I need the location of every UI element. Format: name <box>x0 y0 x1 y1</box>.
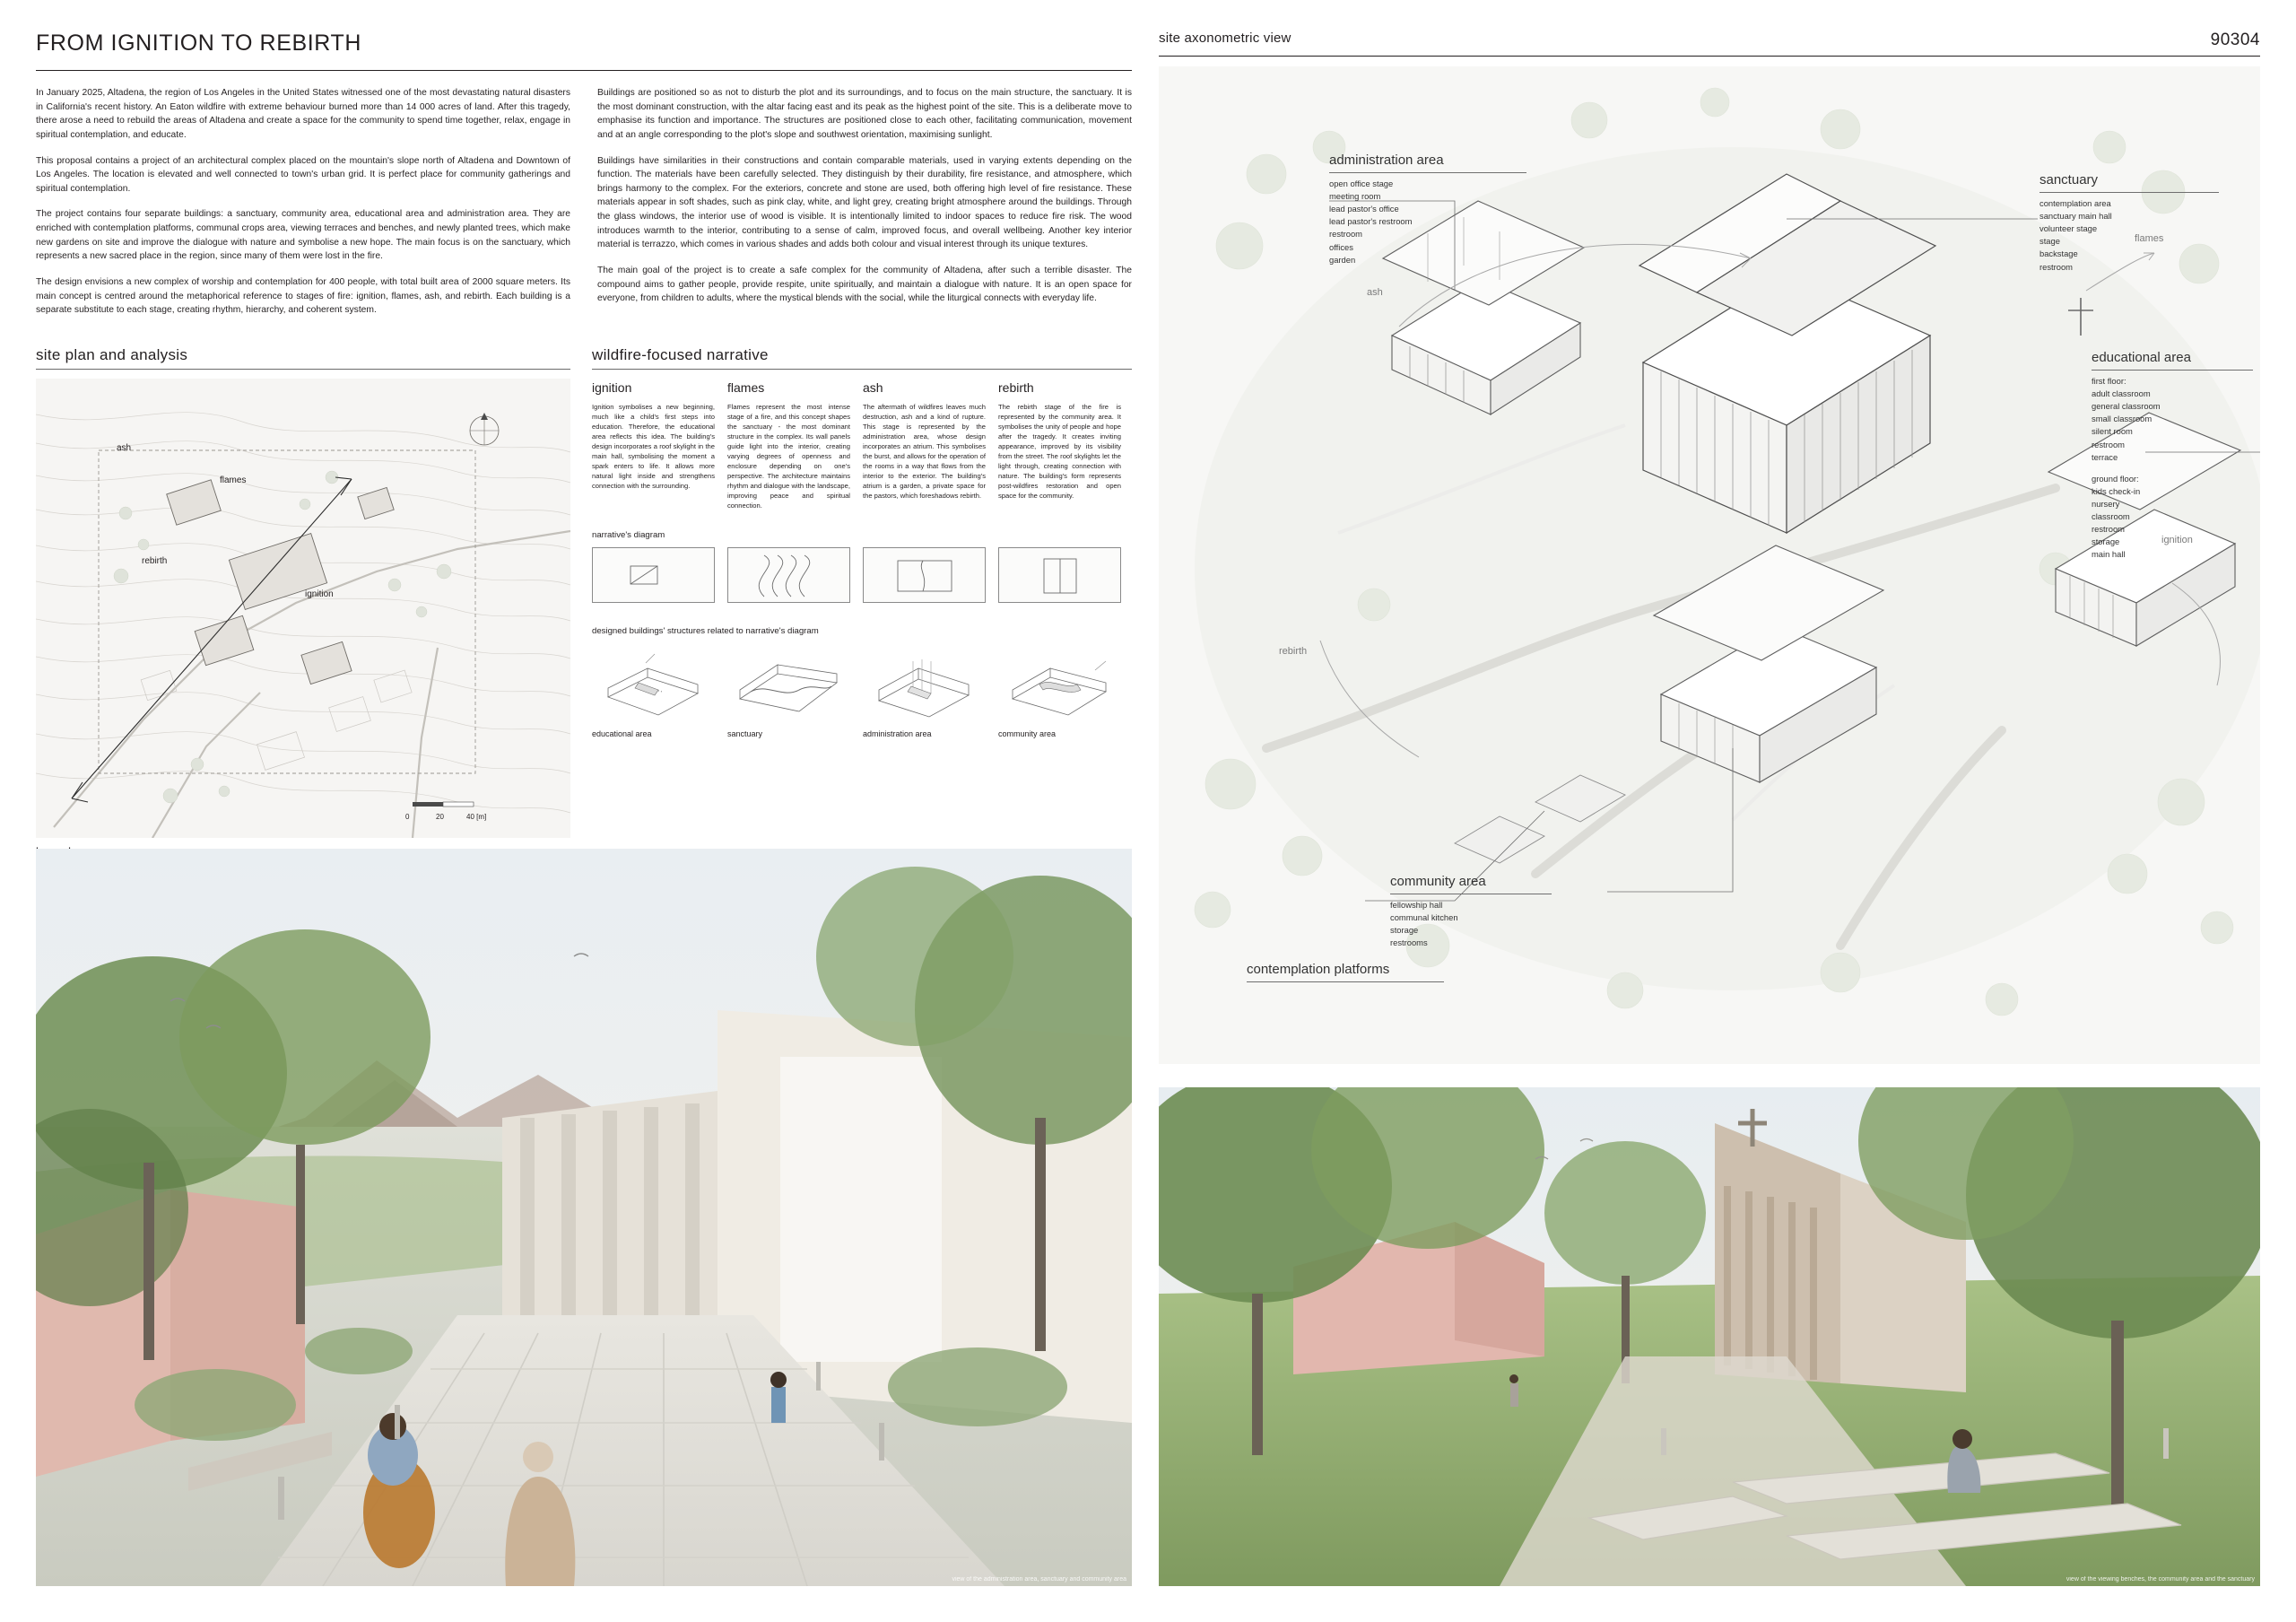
intro-paragraph: Buildings are positioned so as not to disturb the plot and its surroundings, and to focus on the main structure, the sanctuary. It is the most dominant construction, with the altar facing east and its peak as the highest point of the site. This is a deliberate move to emphasise its function and importance. The structures are positioned close to each other, facilitating communication, movement and at an angle corresponding to the plot's slope and southwest orientation, maximising sunlight. <box>597 88 1132 140</box>
diagram-rebirth <box>998 547 1121 603</box>
intro-paragraph: Buildings have similarities in their constructions and contain comparable materials, used in varying extents depending on the function. The materials have been carefully selected. They distinguish by their durability, fire resistance, and atmosphere, which brings harmony to the complex. For the exteriors, concrete and stone are used, both offering high level of fire resistance. These materials appear in soft shades, such as pink clay, white, and light grey, creating bright atmosphere around the buildings. Through the glass windows, the interior use of wood is visible. It is intentionally limited to indoor spaces to reduce fire risk. The wood introduces warmth to the interior, contributing to a sense of calm, improved focus, and overall wellbeing. Another key interior material is terrazzo, which comes in various shades and adds both colour and visual interest through its unique textures. <box>597 155 1132 250</box>
scale-20: 20 <box>436 813 444 821</box>
intro-paragraph: This proposal contains a project of an architectural complex placed on the mountain's slope north of Altadena and Downtown of Los Angeles. The location is elevated and well connected to town's urban grid. It is perfect place for community gatherings and spiritual contemplation. <box>36 155 570 194</box>
structure-caption: administration area <box>863 729 932 738</box>
axo-group-rule <box>1329 172 1526 173</box>
axo-item: ground floor: <box>2092 473 2139 484</box>
axo-item: terrace <box>2092 451 2118 462</box>
narrative-text: The aftermath of wildfires leaves much destruction, ash and a kind of rupture. This stage is represented by the administration area, whose design incorporates an atrium. This symbolises the burst, and allows for the operation of the rooms in a way that flows from the interior to the exterior. The building's atrium is a garden, a private space for the pastors, which foreshadows rebirth. <box>863 403 986 500</box>
axo-stage-ash: ash <box>1367 287 1383 298</box>
render-main-view <box>36 849 1132 1586</box>
axo-stage-rebirth: rebirth <box>1279 646 1308 657</box>
axo-group-title: community area <box>1390 874 1486 889</box>
entry-code: 90304 <box>2210 31 2260 49</box>
axo-group-contemplation <box>1247 962 1444 982</box>
structure-sanctuary <box>727 645 850 738</box>
structure-educational <box>592 645 715 738</box>
axo-item: storage <box>2092 536 2120 547</box>
site-plan-title: site plan and analysis <box>36 346 188 363</box>
axo-item: lead pastor's office <box>1329 204 1399 214</box>
axo-group-title: sanctuary <box>2039 172 2099 187</box>
structure-caption: sanctuary <box>727 729 763 738</box>
render-caption: view of the viewing benches, the community area and the sanctuary <box>2066 1576 2255 1583</box>
axo-item: garden <box>1329 254 1356 265</box>
axo-item: sanctuary main hall <box>2039 211 2112 222</box>
axo-group-rule <box>2039 192 2219 193</box>
intro-paragraph: The main goal of the project is to create a safe complex for the community of Altadena, after such a terrible disaster. The compound aims to gather people, provide respite, unite spiritually, and maintain a dialogue with nature. It is an open space for everyone, from children to adults, where the mystical blends with the social, while the liturgical connects with everyday life. <box>597 266 1132 304</box>
axo-group-title: educational area <box>2092 350 2191 365</box>
axo-item: volunteer stage <box>2039 223 2098 234</box>
diagram-ash <box>863 547 986 603</box>
axo-item: first floor: <box>2092 376 2126 386</box>
plan-label-ignition: ignition <box>305 589 334 599</box>
narrative-heading: rebirth <box>998 380 1034 395</box>
axo-item: small classroom <box>2092 414 2152 424</box>
render-caption: view of the administration area, sanctuary and community area <box>952 1576 1126 1583</box>
axo-item: silent room <box>2092 426 2133 437</box>
narrative-text: Flames represent the most intense stage of a fire, and this concept shapes the sanctuary - the most dominant structure in the complex. Its wall panels guide light into the interior, creating varying degrees of openness and enclosure depending on one's perspective. The architecture maintains rhythm and dialogue with the landscape, improving peace and spiritual connection. <box>727 403 850 510</box>
intro-text-block <box>36 86 1132 329</box>
axo-group-educational <box>2092 350 2253 562</box>
axo-item: contemplation area <box>2039 198 2111 208</box>
axo-item: offices <box>1329 241 1353 252</box>
intro-column-left <box>36 86 570 329</box>
axo-group-title: administration area <box>1329 153 1444 168</box>
narrative-heading: ignition <box>592 380 632 395</box>
intro-column-right <box>597 86 1132 329</box>
axo-item: main hall <box>2092 549 2126 560</box>
scale-40: 40 [m] <box>466 813 487 821</box>
narrative-text: Ignition symbolises a new beginning, much like a child's first steps into education. Therefore, the educational area reflects this idea. The building's design incorporates a roof skylight in the main hall, symbolising the moment a spark enters to life. It allows more natural light inside and strengthens connection with the surrounding. <box>592 403 715 490</box>
axo-item: classroom <box>2092 511 2130 522</box>
axo-item: adult classroom <box>2092 388 2151 399</box>
axo-item: stage <box>2039 236 2060 247</box>
title-divider <box>36 70 1132 71</box>
structure-caption: educational area <box>592 729 652 738</box>
axo-item: restroom <box>1329 229 1362 240</box>
axo-group-community <box>1390 874 1552 949</box>
axonometric-divider <box>1159 56 2260 57</box>
axo-item: restrooms <box>1390 937 1428 948</box>
axo-item: restroom <box>2092 439 2125 449</box>
page-title: FROM IGNITION TO REBIRTH <box>36 31 362 56</box>
axo-item: fellowship hall <box>1390 900 1443 910</box>
axo-item: storage <box>1390 925 1419 936</box>
narrative-diagram-label: narrative's diagram <box>592 530 665 540</box>
axo-item: communal kitchen <box>1390 912 1458 923</box>
axo-group-sanctuary <box>2039 172 2219 274</box>
axo-item: open office stage <box>1329 179 1394 188</box>
axo-item: lead pastor's restroom <box>1329 216 1413 227</box>
plan-label-flames: flames <box>220 475 247 485</box>
title-block <box>36 31 1139 57</box>
axonometric-caption: site axonometric view <box>1159 31 1292 46</box>
intro-paragraph: The design envisions a new complex of worship and contemplation for 400 people, with total built area of 2000 square meters. Its main concept is centred around the metaphorical reference to stages of fire: ignition, flames, ash, and rebirth. Each building is a separate substitute to each stage, creating rhythm, hierarchy, and coherent system. <box>36 277 570 316</box>
axo-item: general classroom <box>2092 401 2161 412</box>
intro-paragraph: In January 2025, Altadena, the region of Los Angeles in the United States witnessed one of the most devastating natural disasters in California's recent history. An Eaton wildfire with extreme behaviour burned more than 14 000 acres of land. After this tragedy, there arose a need to rebuild the areas of Altadena and create a space for the community to spend time together, relax, engage in spiritual contemplation, and educate. <box>36 88 570 140</box>
site-plan-divider <box>36 369 570 370</box>
structures-label: designed buildings' structures related to narrative's diagram <box>592 626 819 636</box>
narrative-column-ash <box>863 380 986 510</box>
narrative-column-rebirth <box>998 380 1121 510</box>
narrative-diagram-row <box>592 547 1132 603</box>
diagram-flames <box>727 547 850 603</box>
axo-item: nursery <box>2092 498 2120 509</box>
structure-administration <box>863 645 986 738</box>
structure-community <box>998 645 1121 738</box>
narrative-title: wildfire-focused narrative <box>592 346 769 363</box>
narrative-column-flames <box>727 380 850 510</box>
axo-stage-ignition: ignition <box>2161 535 2193 545</box>
axo-item: restroom <box>2092 524 2125 535</box>
narrative-column-ignition <box>592 380 715 510</box>
narrative-heading: ash <box>863 380 883 395</box>
scale-0: 0 <box>405 813 410 821</box>
axo-group-title: contemplation platforms <box>1247 962 1390 977</box>
narrative-section <box>592 346 1132 738</box>
diagram-ignition <box>592 547 715 603</box>
structure-caption: community area <box>998 729 1057 738</box>
structures-row <box>592 645 1132 738</box>
axo-item: backstage <box>2039 249 2078 259</box>
axo-group-administration <box>1329 153 1526 266</box>
axo-stage-flames: flames <box>2135 233 2164 244</box>
axo-item: kids check-in <box>2092 485 2141 496</box>
axo-group-rule <box>2092 370 2253 371</box>
axo-item: meeting room <box>1329 191 1381 202</box>
narrative-text: The rebirth stage of the fire is represented by the community area. It symbolises the unity of people and hope after the tragedy. It creates inviting appearance, improved by its visibility from the street. The roof skylights let the light through, creating connection with nature. The building's form represents post-wildfires restoration and open space for the community. <box>998 403 1121 500</box>
site-axonometric-drawing <box>1159 66 2260 1064</box>
axo-group-rule <box>1247 981 1444 982</box>
narrative-divider <box>592 369 1132 370</box>
poster-header <box>36 31 2260 57</box>
narrative-heading: flames <box>727 380 765 395</box>
plan-label-ash: ash <box>117 443 132 453</box>
intro-paragraph: The project contains four separate buildings: a sanctuary, community area, educational area and administration area. They are enriched with contemplation platforms, communal crops area, viewing terraces and benches, and newly planted trees, which make new gardens on site and improve the dialogue with nature and symbolise a new hope. The main focus is on the sanctuary, which represents a new sacred place in the region, since many of them were lost in the fire. <box>36 209 570 262</box>
axo-item: restroom <box>2039 261 2073 272</box>
render-secondary-view <box>1159 1087 2260 1586</box>
site-plan-drawing <box>36 379 570 838</box>
plan-label-rebirth: rebirth <box>142 556 168 566</box>
